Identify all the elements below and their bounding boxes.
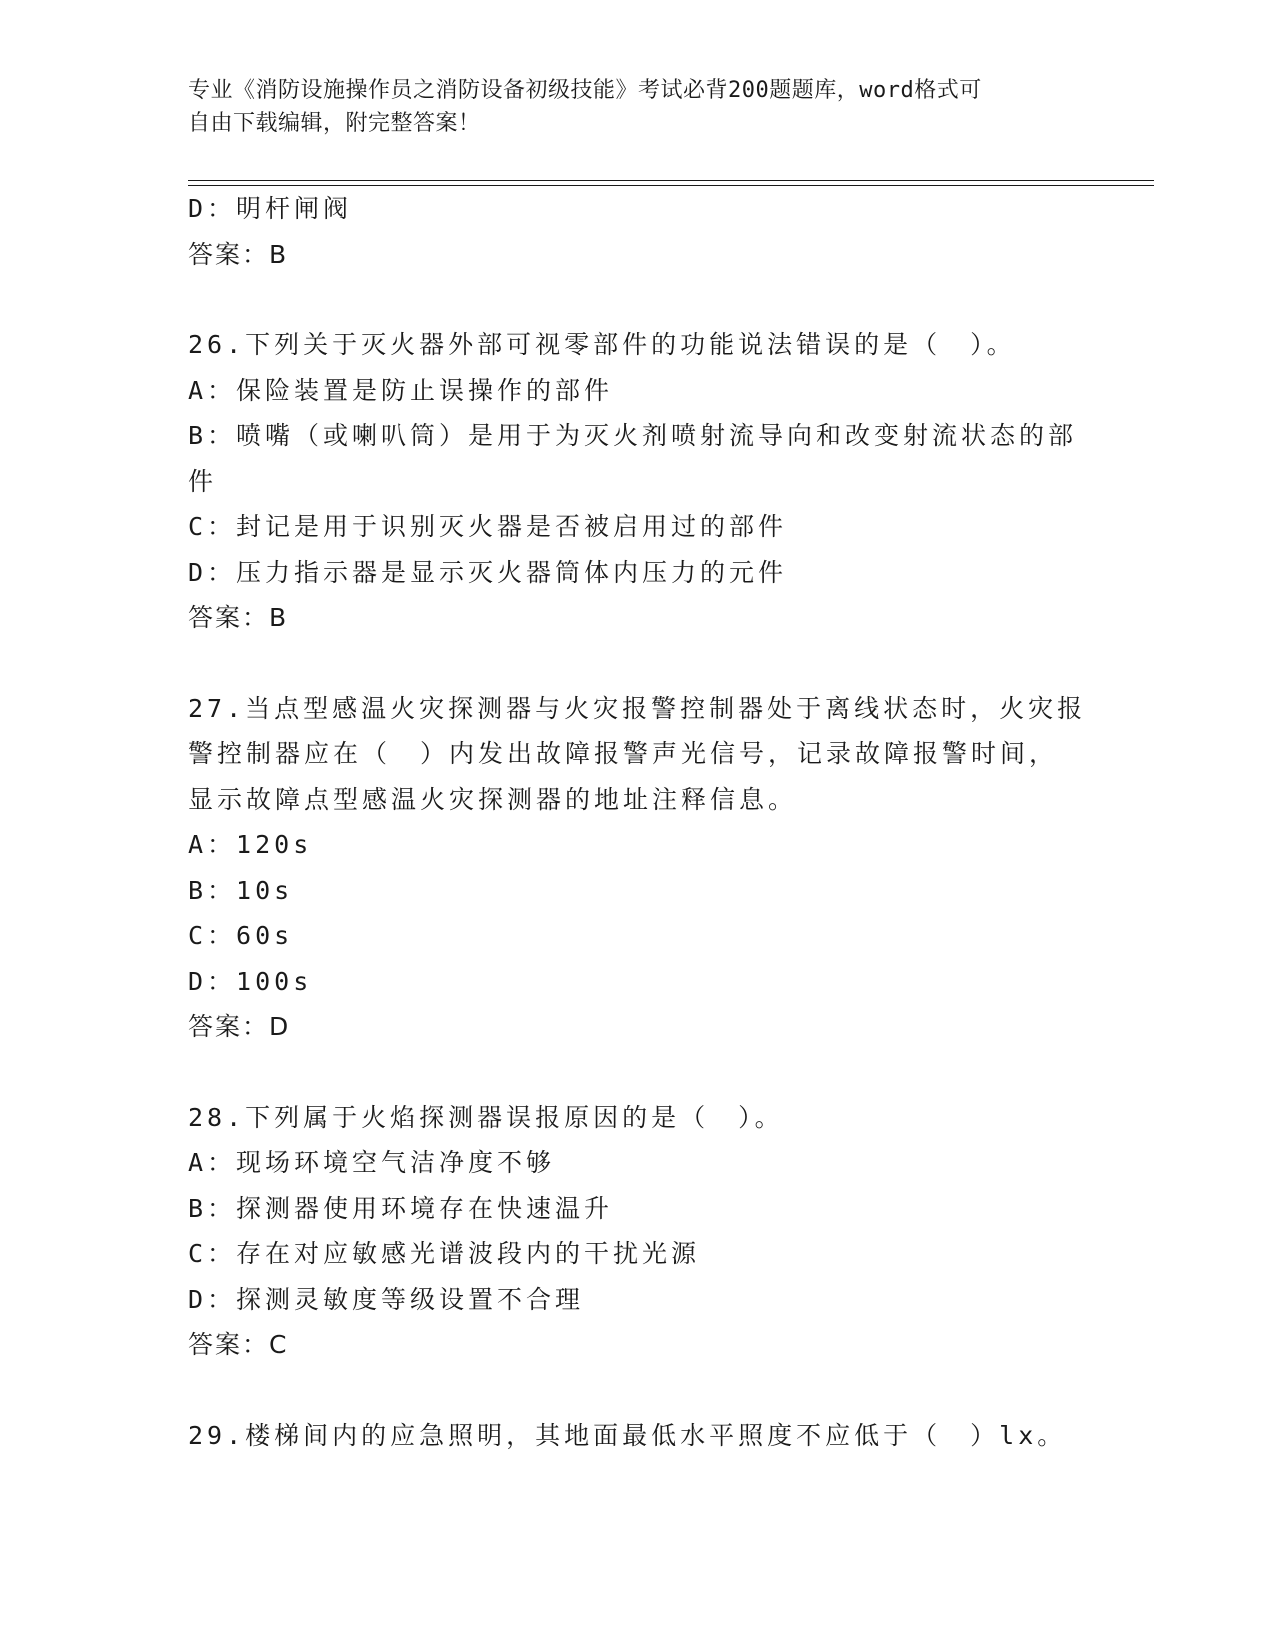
option-b-line-2: 件 — [188, 466, 218, 496]
question-block-29 — [188, 1413, 1088, 1459]
answer-line: 答案：B — [188, 603, 289, 632]
question-block-26 — [188, 322, 1088, 641]
header-divider-top — [188, 180, 1154, 181]
document-header — [188, 74, 1088, 140]
option-b-line-1: B：喷嘴（或喇叭筒）是用于为灭火剂喷射流导向和改变射流状态的部 — [188, 421, 1078, 450]
question-stem-line-3: 显示故障点型感温火灾探测器的地址注释信息。 — [188, 784, 798, 814]
question-stem-line-1: 27.当点型感温火灾探测器与火灾报警控制器处于离线状态时，火灾报 — [188, 693, 1087, 723]
question-list — [188, 186, 1088, 1458]
option-d: D：100s — [188, 966, 313, 996]
answer-line: 答案：D — [188, 1012, 291, 1041]
answer-line: 答案：B — [188, 239, 289, 269]
question-stem: 28.下列属于火焰探测器误报原因的是（ ）。 — [188, 1102, 784, 1132]
question-stem-line-2: 警控制器应在（ ）内发出故障报警声光信号，记录故障报警时间， — [188, 739, 1059, 768]
option-b: B：10s — [188, 875, 294, 905]
option-a: A：120s — [188, 830, 313, 859]
question-stem: 26.下列关于灭火器外部可视零部件的功能说法错误的是（ ）。 — [188, 330, 1016, 359]
option-c: C：存在对应敏感光谱波段内的干扰光源 — [188, 1239, 701, 1268]
header-title-line-1: 专业《消防设施操作员之消防设备初级技能》考试必背200题题库，word格式可 — [188, 78, 982, 103]
question-stem: 29.楼梯间内的应急照明，其地面最低水平照度不应低于（ ）lx。 — [188, 1420, 1067, 1450]
question-block-prev — [188, 186, 1088, 277]
option-d: D：压力指示器是显示灭火器筒体内压力的元件 — [188, 557, 788, 587]
option-a: A：保险装置是防止误操作的部件 — [188, 375, 614, 405]
option-d: D：探测灵敏度等级设置不合理 — [188, 1284, 585, 1314]
answer-line: 答案：C — [188, 1330, 289, 1359]
option-c: C：60s — [188, 921, 294, 950]
option-b: B：探测器使用环境存在快速温升 — [188, 1193, 614, 1223]
option-d: D：明杆闸阀 — [188, 194, 353, 223]
question-block-27 — [188, 686, 1088, 1050]
question-block-28 — [188, 1095, 1088, 1368]
option-c: C：封记是用于识别灭火器是否被启用过的部件 — [188, 512, 788, 541]
header-title-line-2: 自由下载编辑，附完整答案！ — [188, 111, 481, 136]
option-a: A：现场环境空气洁净度不够 — [188, 1148, 556, 1177]
